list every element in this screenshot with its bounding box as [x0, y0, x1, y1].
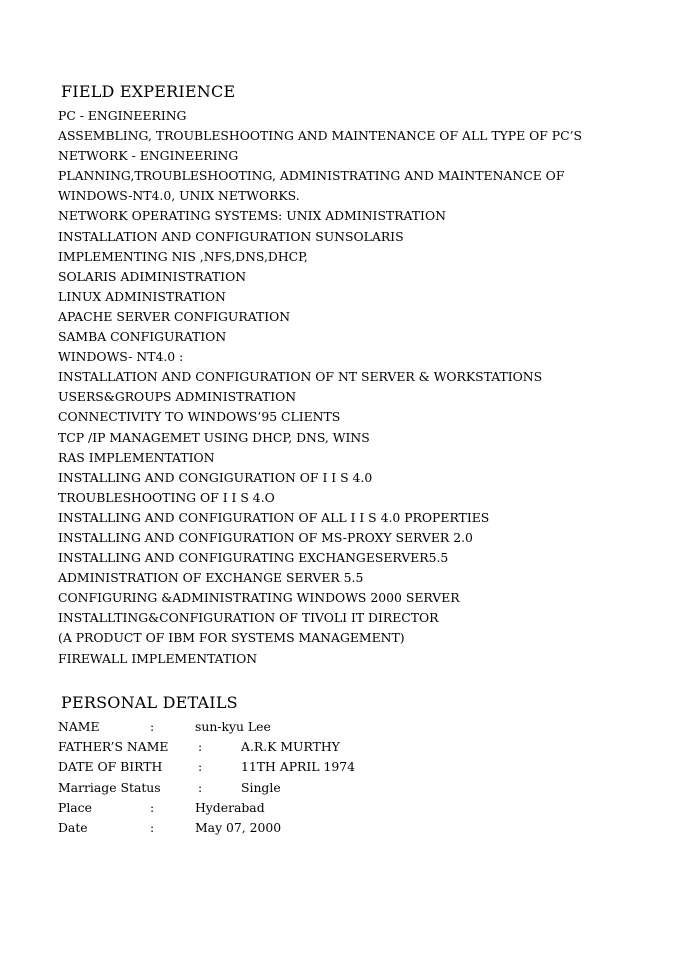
experience-line: SAMBA CONFIGURATION: [58, 329, 227, 345]
personal-row-date: [58, 818, 658, 838]
experience-line: WINDOWS- NT4.0 :: [58, 349, 184, 365]
field-experience-list: [58, 106, 582, 669]
field-label: Marriage Status: [58, 779, 161, 795]
personal-row-fathers-name: [58, 737, 658, 757]
experience-line: INSTALLTING&CONFIGURATION OF TIVOLI IT DIRECTOR: [58, 610, 439, 626]
experience-line: WINDOWS-NT4.0, UNIX NETWORKS.: [58, 188, 300, 204]
field-value: sun-kyu Lee: [195, 719, 271, 734]
personal-row-name: [58, 717, 658, 737]
experience-line: PC - ENGINEERING: [58, 108, 187, 123]
experience-line: INSTALLATION AND CONFIGURATION OF NT SERVER & WORKSTATIONS: [58, 369, 543, 385]
personal-row-marriage-status: [58, 778, 658, 798]
experience-line: INSTALLING AND CONFIGURATING EXCHANGESERVER5.5: [58, 550, 449, 566]
experience-line: USERS&GROUPS ADMINISTRATION: [58, 389, 297, 405]
field-value: 11TH APRIL 1974: [241, 759, 355, 775]
experience-line: INSTALLING AND CONFIGURATION OF ALL I I S 4.0 PROPERTIES: [58, 509, 490, 525]
experience-line: RAS IMPLEMENTATION: [58, 449, 215, 465]
personal-details-heading: PERSONAL DETAILS: [61, 693, 238, 712]
field-value: May 07, 2000: [195, 819, 282, 835]
experience-line: (A PRODUCT OF IBM FOR SYSTEMS MANAGEMENT): [58, 630, 405, 646]
field-colon: :: [198, 779, 203, 795]
experience-line: ADMINISTRATION OF EXCHANGE SERVER 5.5: [58, 570, 364, 586]
field-value: A.R.K MURTHY: [241, 739, 340, 755]
field-label: DATE OF BIRTH: [58, 759, 163, 775]
field-label: Date: [58, 819, 88, 835]
experience-line: NETWORK - ENGINEERING: [58, 148, 239, 164]
experience-line: INSTALLING AND CONGIGURATION OF I I S 4.0: [58, 469, 373, 485]
field-colon: :: [150, 719, 155, 734]
field-experience-heading: FIELD EXPERIENCE: [61, 82, 236, 101]
experience-line: ASSEMBLING, TROUBLESHOOTING AND MAINTENANCE OF ALL TYPE OF PC’S: [58, 128, 583, 144]
experience-line: APACHE SERVER CONFIGURATION: [58, 308, 291, 324]
experience-line: TCP /IP MANAGEMET USING DHCP, DNS, WINS: [58, 429, 370, 445]
experience-line: CONFIGURING &ADMINISTRATING WINDOWS 2000 SERVER: [58, 590, 460, 606]
personal-details-table: [58, 717, 658, 838]
experience-line: SOLARIS ADIMINISTRATION: [58, 268, 247, 284]
experience-line: NETWORK OPERATING SYSTEMS: UNIX ADMINISTRATION: [58, 208, 446, 224]
experience-line: TROUBLESHOOTING OF I I S 4.O: [58, 489, 275, 505]
field-colon: :: [150, 799, 155, 815]
experience-line: FIREWALL IMPLEMENTATION: [58, 650, 258, 666]
experience-line: PLANNING,TROUBLESHOOTING, ADMINISTRATING AND MAINTENANCE OF: [58, 168, 565, 184]
field-label: Place: [58, 799, 92, 815]
experience-line: IMPLEMENTING NIS ,NFS,DNS,DHCP,: [58, 248, 308, 264]
experience-line: INSTALLING AND CONFIGURATION OF MS-PROXY SERVER 2.0: [58, 529, 473, 545]
field-label: FATHER’S NAME: [58, 739, 169, 755]
field-value: Hyderabad: [195, 799, 265, 815]
personal-row-place: [58, 798, 658, 818]
personal-row-date-of-birth: [58, 757, 658, 777]
field-colon: :: [150, 819, 155, 835]
field-colon: :: [198, 739, 203, 755]
experience-line: LINUX ADMINISTRATION: [58, 288, 226, 304]
field-value: Single: [241, 779, 281, 795]
field-label: NAME: [58, 719, 100, 734]
field-colon: :: [198, 759, 203, 775]
experience-line: INSTALLATION AND CONFIGURATION SUNSOLARIS: [58, 228, 404, 244]
experience-line: CONNECTIVITY TO WINDOWS’95 CLIENTS: [58, 409, 341, 425]
